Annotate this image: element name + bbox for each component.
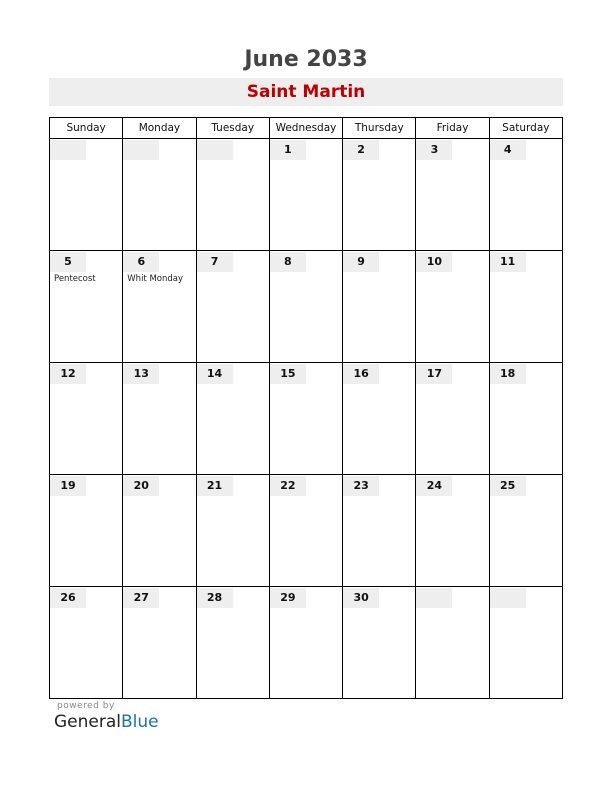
day-number-box [123,140,159,160]
week-row [50,587,563,699]
day-cell [489,139,562,251]
day-cell [50,475,123,587]
weekday-header: Thursday [343,118,416,139]
day-cell [343,475,416,587]
powered-by-label: powered by [57,701,115,711]
holiday-label: Pentecost [54,274,96,284]
day-number: 2 [357,143,365,156]
day-number: 12 [60,367,76,380]
day-cell [343,363,416,475]
day-cell [123,363,196,475]
day-number: 25 [500,479,516,492]
day-number: 22 [280,479,296,492]
day-cell [416,139,489,251]
day-number: 24 [426,479,443,492]
day-number: 17 [426,367,443,380]
day-number-box [416,588,452,608]
day-number: 9 [357,255,365,268]
day-number-box [197,140,233,160]
day-number: 19 [60,479,76,492]
day-cell [416,587,489,699]
weekday-header: Saturday [489,118,562,139]
day-cell [123,587,196,699]
region-name: Saint Martin [246,82,366,102]
day-cell [123,139,196,251]
day-number: 30 [353,591,369,604]
day-number: 4 [503,143,512,156]
day-cell [123,475,196,587]
day-cell [269,139,342,251]
day-number: 1 [284,143,292,156]
day-cell [489,363,562,475]
day-cell [50,139,123,251]
week-row [50,251,563,363]
day-number: 5 [64,255,72,268]
day-cell [123,251,196,363]
day-number: 14 [206,367,223,380]
day-number: 7 [210,255,219,268]
weekday-header: Sunday [50,118,123,139]
weekday-header-row [50,118,563,139]
day-cell [196,139,269,251]
day-cell [196,475,269,587]
brand-general-text: General [54,712,121,732]
region-banner [49,78,563,106]
day-cell [343,587,416,699]
day-cell [269,251,342,363]
day-number: 28 [206,591,223,604]
day-cell [196,587,269,699]
day-cell [50,251,123,363]
calendar-title: June 2033 [244,47,368,72]
day-number: 13 [133,367,149,380]
day-number-box [490,588,526,608]
day-cell [196,251,269,363]
day-number: 20 [133,479,149,492]
day-cell [269,475,342,587]
day-number: 23 [353,479,369,492]
day-number-box [50,140,86,160]
day-number: 11 [500,255,516,268]
day-number: 26 [60,591,76,604]
day-cell [196,363,269,475]
calendar-grid [49,117,563,699]
day-cell [489,475,562,587]
day-cell [489,587,562,699]
brand-logo[interactable] [54,712,159,732]
day-number: 18 [500,367,516,380]
weekday-header: Monday [123,118,196,139]
day-cell [50,587,123,699]
day-number: 21 [206,479,223,492]
weekday-header: Tuesday [196,118,269,139]
day-number: 16 [353,367,369,380]
day-cell [269,587,342,699]
day-number: 27 [133,591,149,604]
day-cell [416,475,489,587]
day-number: 6 [137,255,146,268]
week-row [50,139,563,251]
day-number: 29 [280,591,296,604]
day-cell [416,251,489,363]
day-number: 10 [426,255,443,268]
holiday-label: Whit Monday [127,274,184,284]
day-cell [416,363,489,475]
weekday-header: Friday [416,118,489,139]
week-row [50,363,563,475]
day-cell [343,251,416,363]
day-number: 15 [280,367,296,380]
day-cell [269,363,342,475]
brand-blue-text: Blue [121,712,159,732]
week-row [50,475,563,587]
day-number: 3 [430,143,439,156]
weekday-header: Wednesday [269,118,342,139]
day-cell [50,363,123,475]
day-cell [343,139,416,251]
day-cell [489,251,562,363]
day-number: 8 [284,255,292,268]
